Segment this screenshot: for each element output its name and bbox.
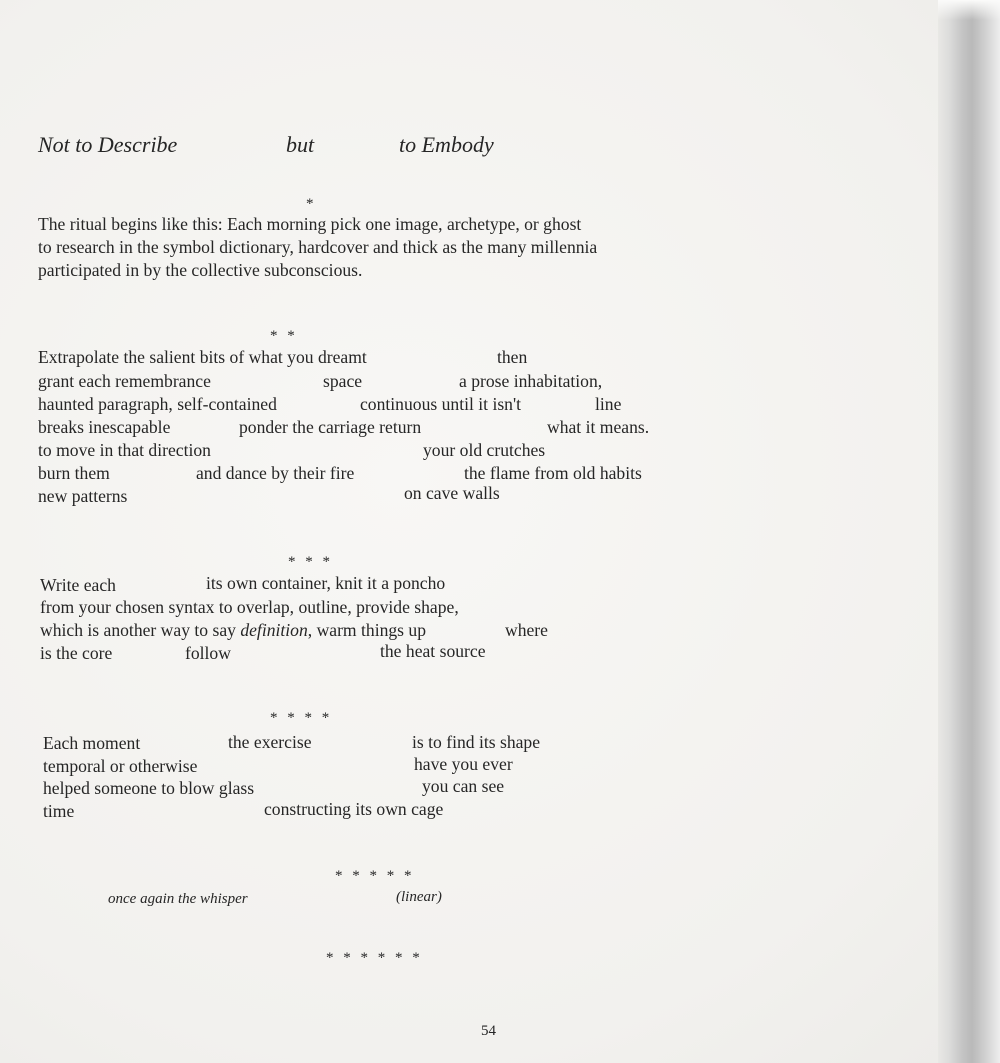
- s3-l3-definition: definition: [240, 620, 308, 640]
- s2-l4-b: ponder the carriage return: [239, 417, 422, 437]
- book-gutter-shadow: [938, 0, 1000, 1063]
- s2-l6-b: and dance by their fire: [196, 463, 355, 483]
- s3-l4-c: the heat source: [380, 641, 486, 661]
- title-part-2: but: [286, 132, 315, 157]
- title-part-1: Not to Describe: [38, 132, 178, 157]
- s4-l2-a: temporal or otherwise: [43, 756, 198, 776]
- s2-l4-a: breaks inescapable: [38, 417, 171, 437]
- s3-l4-b: follow: [185, 643, 231, 663]
- s3-line-2: from your chosen syntax to overlap, outline, provide shape,: [40, 597, 459, 617]
- s2-l3-a: haunted paragraph, self-contained: [38, 394, 277, 414]
- s3-l1-b: its own container, knit it a poncho: [206, 573, 446, 593]
- s4-l3-a: helped someone to blow glass: [43, 778, 255, 798]
- s2-l7-a: new patterns: [38, 486, 128, 506]
- s3-l3-tail: where: [505, 620, 548, 640]
- s2-l2-c: a prose inhabitation,: [459, 371, 603, 391]
- page-number: 54: [481, 1023, 496, 1039]
- gutter-highlight: [938, 0, 1000, 20]
- s4-l2-b: have you ever: [414, 754, 513, 774]
- s5-right: (linear): [396, 889, 442, 905]
- s2-l5-a: to move in that direction: [38, 440, 211, 460]
- s3-l1-a: Write each: [40, 575, 116, 595]
- s3-l4-a: is the core: [40, 643, 113, 663]
- s2-l4-c: what it means.: [547, 417, 650, 437]
- s4-l1-b: the exercise: [228, 732, 312, 752]
- s2-l7-b: on cave walls: [404, 483, 500, 503]
- s2-l6-a: burn them: [38, 463, 110, 483]
- s2-l1-b: then: [497, 347, 528, 367]
- s2-l1-a: Extrapolate the salient bits of what you dreamt: [38, 347, 367, 367]
- section-marker-6: * * * * * *: [326, 950, 423, 966]
- s4-l1-c: is to find its shape: [412, 732, 541, 752]
- s4-l1-a: Each moment: [43, 733, 141, 753]
- section-marker-5: * * * * *: [335, 868, 415, 884]
- section-marker-4: * * * *: [270, 710, 333, 726]
- s1-line-2: to research in the symbol dictionary, hardcover and thick as the many millennia: [38, 237, 598, 257]
- s2-l2-b: space: [323, 371, 363, 391]
- s2-l5-b: your old crutches: [423, 440, 546, 460]
- s2-l3-c: line: [595, 394, 622, 414]
- s4-l3-b: you can see: [422, 776, 505, 796]
- s3-l3-post: , warm things up: [307, 620, 427, 640]
- s2-l6-c: the flame from old habits: [464, 463, 642, 483]
- section-marker-1: *: [306, 196, 317, 212]
- section-marker-3: * * *: [288, 554, 333, 570]
- s4-l4-b: constructing its own cage: [264, 799, 444, 819]
- s5-left: once again the whisper: [108, 891, 248, 907]
- s1-line-1: The ritual begins like this: Each morning pick one image, archetype, or ghost: [38, 214, 582, 234]
- title-part-3: to Embody: [399, 132, 494, 157]
- s2-l3-b: continuous until it isn't: [360, 394, 522, 414]
- s3-line-3: [40, 619, 426, 641]
- s4-l4-a: time: [43, 801, 75, 821]
- s2-l2-a: grant each remembrance: [38, 371, 211, 391]
- s3-l3-pre: which is another way to say: [40, 620, 241, 640]
- s1-line-3: participated in by the collective subconscious.: [38, 260, 363, 280]
- section-marker-2: * *: [270, 328, 298, 344]
